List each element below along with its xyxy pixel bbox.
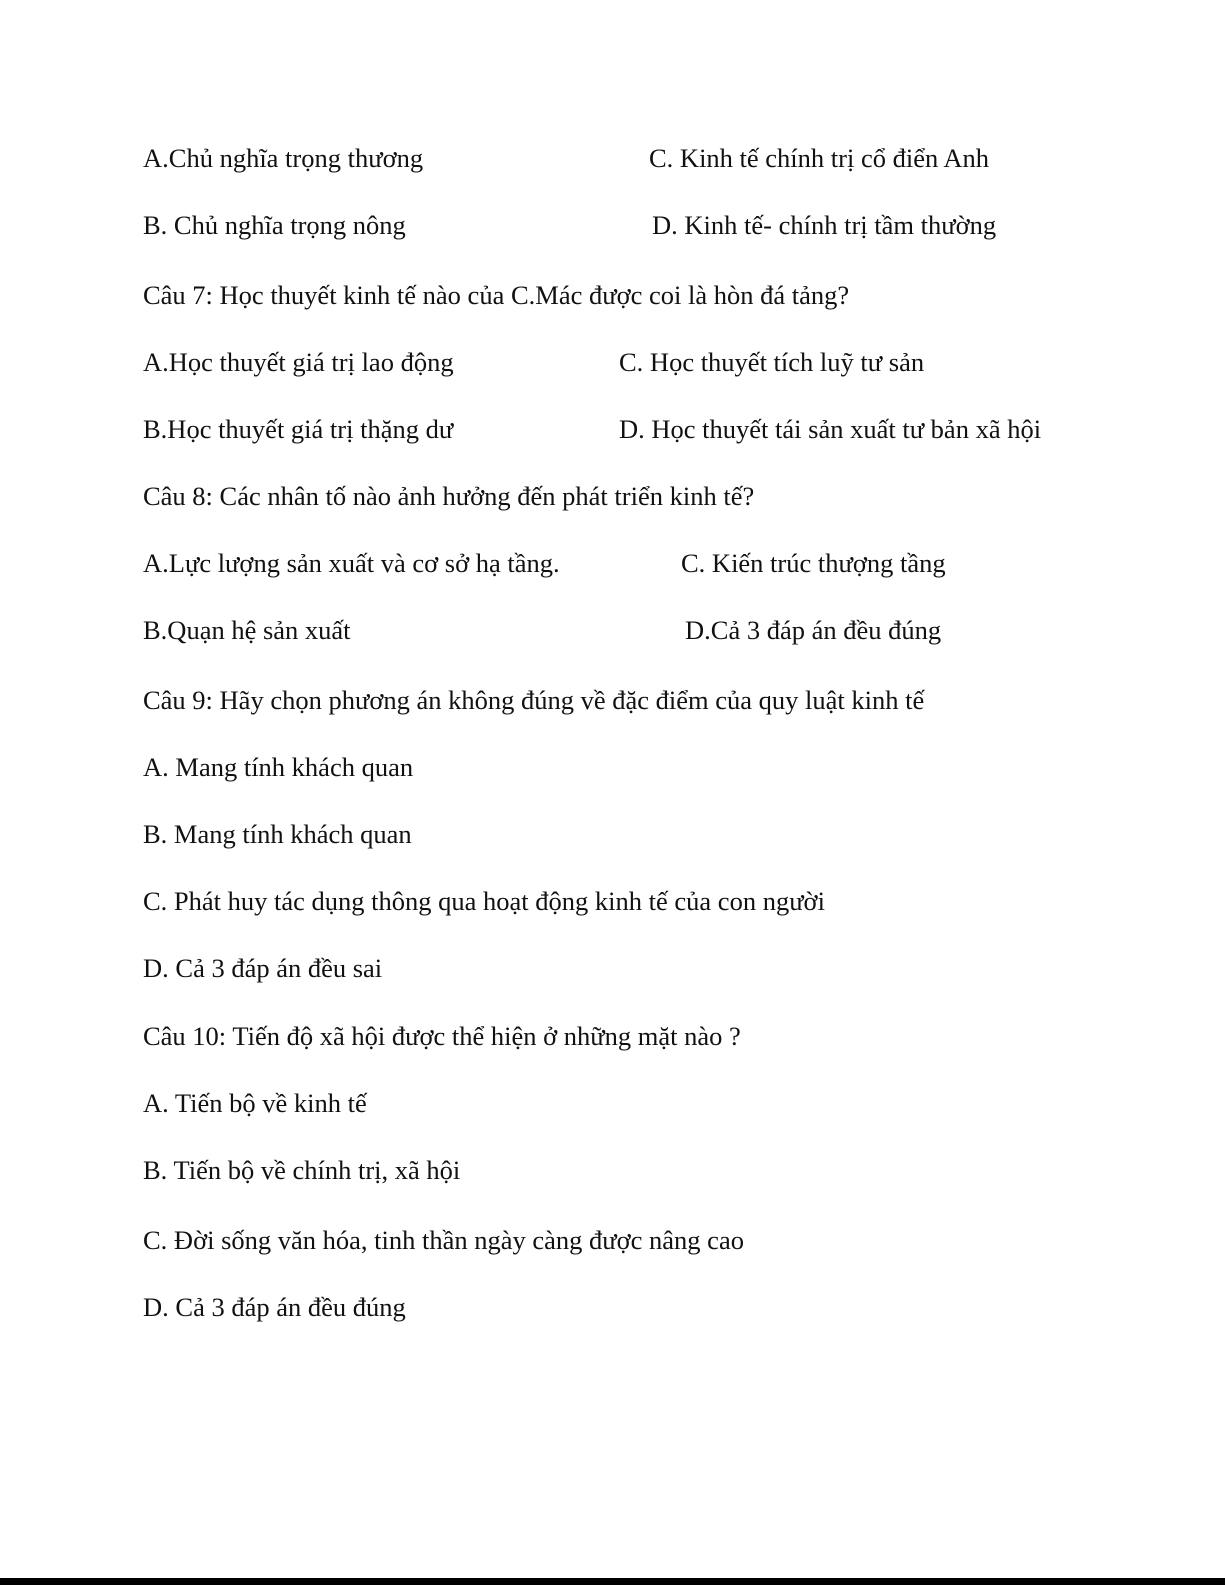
page-bottom-border [0, 1578, 1225, 1585]
q10-option-b: B. Tiến bộ về chính trị, xã hội [143, 1155, 461, 1185]
q10-option-d: D. Cả 3 đáp án đều đúng [143, 1292, 406, 1322]
q10-option-c: C. Đời sống văn hóa, tinh thần ngày càng được nâng cao [143, 1225, 744, 1255]
q7-option-b: B.Học thuyết giá trị thặng dư [143, 414, 454, 444]
q8-option-a: A.Lực lượng sản xuất và cơ sở hạ tầng. [143, 548, 560, 578]
q7-option-row-2 [143, 409, 1042, 449]
q8-title: Câu 8: Các nhân tố nào ảnh hưởng đến phát triển kinh tế? [143, 481, 755, 511]
q9-option-c: C. Phát huy tác dụng thông qua hoạt động kinh tế của con người [143, 886, 825, 916]
q6-option-d: D. Kinh tế- chính trị tầm thường [652, 210, 997, 240]
q7-option-a: A.Học thuyết giá trị lao động [143, 347, 454, 377]
q9-title: Câu 9: Hãy chọn phương án không đúng về đặc điểm của quy luật kinh tế [143, 685, 925, 715]
q6-option-b: B. Chủ nghĩa trọng nông [143, 210, 406, 240]
q6-option-c: C. Kinh tế chính trị cổ điển Anh [649, 143, 990, 173]
q8-option-c: C. Kiến trúc thượng tầng [681, 548, 946, 578]
q8-option-row-2 [143, 610, 942, 650]
q8-option-row-1 [143, 543, 946, 583]
q7-option-c: C. Học thuyết tích luỹ tư sản [619, 347, 925, 377]
q6-option-row-2 [143, 205, 997, 245]
q7-option-row-1 [143, 342, 925, 382]
q9-option-d: D. Cả 3 đáp án đều sai [143, 953, 383, 983]
q8-option-d: D.Cả 3 đáp án đều đúng [685, 615, 942, 645]
q6-option-row-1 [143, 138, 990, 178]
q6-option-a: A.Chủ nghĩa trọng thương [143, 143, 424, 173]
q9-option-a: A. Mang tính khách quan [143, 752, 414, 782]
q10-title: Câu 10: Tiến độ xã hội được thể hiện ở những mặt nào ? [143, 1021, 741, 1051]
q8-option-b: B.Quạn hệ sản xuất [143, 615, 351, 645]
q9-option-b: B. Mang tính khách quan [143, 819, 412, 849]
q7-title: Câu 7: Học thuyết kinh tế nào của C.Mác được coi là hòn đá tảng? [143, 280, 850, 310]
q7-option-d: D. Học thuyết tái sản xuất tư bản xã hội [619, 414, 1042, 444]
q10-option-a: A. Tiến bộ về kinh tế [143, 1088, 367, 1118]
